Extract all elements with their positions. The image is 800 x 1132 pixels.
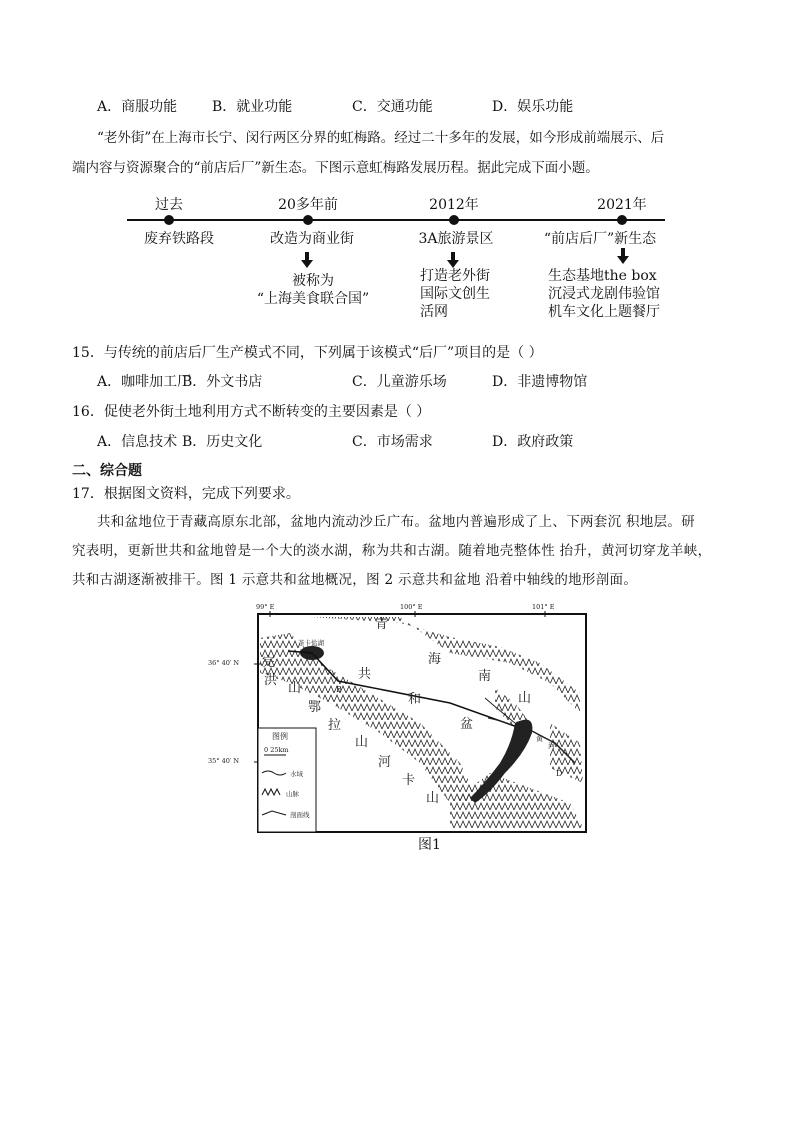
- timeline-detail: “上海美食联合国”: [256, 291, 370, 307]
- timeline-dot: [164, 215, 174, 225]
- point-label: B: [336, 685, 342, 694]
- q14-option-c: C．交通功能: [352, 99, 433, 115]
- place-char: 山: [518, 691, 532, 706]
- q16-option-a: A．信息技术: [97, 434, 178, 450]
- place-char: 山: [288, 681, 302, 696]
- q15-stem: 15．与传统的前店后厂生产模式不同，下列属于该模式“后厂”项目的是（ ）: [72, 345, 543, 361]
- q14-option-d: D．娱乐功能: [492, 99, 574, 115]
- timeline-time: 2021年: [597, 197, 647, 213]
- q15-option-b: B．外文书店: [182, 374, 263, 390]
- figure-caption: 图1: [418, 837, 441, 853]
- timeline-stage: 废弃铁路段: [144, 231, 214, 247]
- intro-line-2: 端内容与资源聚合的“前店后厂”新生态。下图示意虹梅路发展历程。据此完成下面小题。: [72, 160, 599, 176]
- q16-option-d: D．政府政策: [492, 434, 574, 450]
- place-char: 盆: [460, 717, 474, 732]
- section-heading: 二、综合题: [72, 463, 142, 479]
- timeline-detail: 国际文创生: [420, 286, 490, 302]
- timeline-time: 过去: [155, 197, 183, 213]
- timeline-detail: 被称为: [292, 273, 334, 289]
- place-char: 地: [508, 742, 522, 757]
- place-char: 山: [355, 735, 369, 750]
- legend-item: 水域: [290, 770, 303, 778]
- q17-para-line-1: 共和盆地位于青藏高原东北部，盆地内流动沙丘广布。盆地内普遍形成了上、下两套沉 积地层。研: [97, 514, 695, 530]
- lat-label: 36° 40′ N: [208, 659, 240, 667]
- lon-label: 100° E: [400, 603, 423, 611]
- q15-option-c: C．儿童游乐场: [352, 374, 447, 390]
- legend-item: 山脉: [286, 790, 299, 798]
- timeline-detail: 活网: [420, 304, 448, 320]
- q16-stem: 16．促使老外街土地利用方式不断转变的主要因素是（ ）: [72, 404, 431, 420]
- timeline-dot: [617, 215, 627, 225]
- place-char: 卡: [402, 773, 416, 788]
- q15-option-a: A．咖啡加工厂: [97, 374, 192, 390]
- timeline-stage: 改造为商业街: [270, 231, 354, 247]
- timeline-axis: [127, 219, 665, 221]
- timeline-time: 2012年: [429, 197, 479, 213]
- place-char: 拉: [328, 718, 342, 733]
- timeline-stage: 3A旅游景区: [418, 231, 494, 247]
- place-char: 完: [262, 655, 276, 670]
- lon-label: 101° E: [532, 603, 555, 611]
- timeline-stage: “前店后厂”新生态: [543, 231, 657, 247]
- legend-item: 剖面线: [290, 811, 310, 819]
- intro-line-1: “老外街”在上海市长宁、闵行两区分界的虹梅路。经过二十多年的发展，如今形成前端展示、后: [97, 130, 665, 146]
- point-label: D: [556, 769, 563, 778]
- place-char: 和: [408, 692, 422, 707]
- place-char: 鄂: [308, 700, 322, 715]
- place-char: 黄: [536, 735, 543, 743]
- lake-label: 茶卡盐湖: [298, 639, 324, 647]
- place-char: 共: [358, 667, 372, 682]
- q16-option-c: C．市场需求: [352, 434, 433, 450]
- q16-option-b: B．历史文化: [182, 434, 263, 450]
- lat-label: 35° 40′ N: [208, 757, 240, 765]
- q14-option-a: A．商服功能: [97, 99, 178, 115]
- q15-option-d: D．非遗博物馆: [492, 374, 588, 390]
- down-arrow-icon: [447, 252, 459, 268]
- lon-label: 99° E: [256, 603, 275, 611]
- place-char: 河: [378, 755, 392, 770]
- point-label: C: [520, 729, 527, 738]
- place-char: 青: [375, 617, 389, 632]
- timeline-detail: 沉浸式龙剧伟验馆: [548, 286, 660, 302]
- timeline-detail: 生态基地the box: [548, 268, 657, 284]
- place-char: 山: [426, 791, 440, 806]
- down-arrow-icon: [301, 252, 313, 268]
- map-figure: [208, 603, 592, 835]
- q17-stem: 17．根据图文资料，完成下列要求。: [72, 486, 300, 502]
- q17-para-line-2: 究表明，更新世共和盆地曾是一个大的淡水湖，称为共和古湖。随着地壳整体性 抬升，黄河切穿龙羊峡，: [72, 543, 712, 559]
- q17-para-line-3: 共和古湖逐渐被排干。图 1 示意共和盆地概况，图 2 示意共和盆地 沿着中轴线的地形剖面。: [72, 572, 638, 588]
- timeline-detail: 机车文化上题餐厅: [548, 304, 660, 320]
- timeline-dot: [303, 215, 313, 225]
- place-char: 洪: [264, 673, 278, 688]
- down-arrow-icon: [617, 248, 629, 264]
- timeline-detail: 打造老外街: [420, 268, 490, 284]
- legend-scale: 0 25km: [264, 746, 289, 754]
- timeline-dot: [449, 215, 459, 225]
- q14-option-b: B．就业功能: [212, 99, 293, 115]
- legend-title: 图例: [272, 732, 288, 741]
- timeline-time: 20多年前: [278, 197, 338, 213]
- place-char: 海: [428, 652, 442, 667]
- place-char: 河: [548, 742, 555, 750]
- place-char: 南: [478, 669, 492, 684]
